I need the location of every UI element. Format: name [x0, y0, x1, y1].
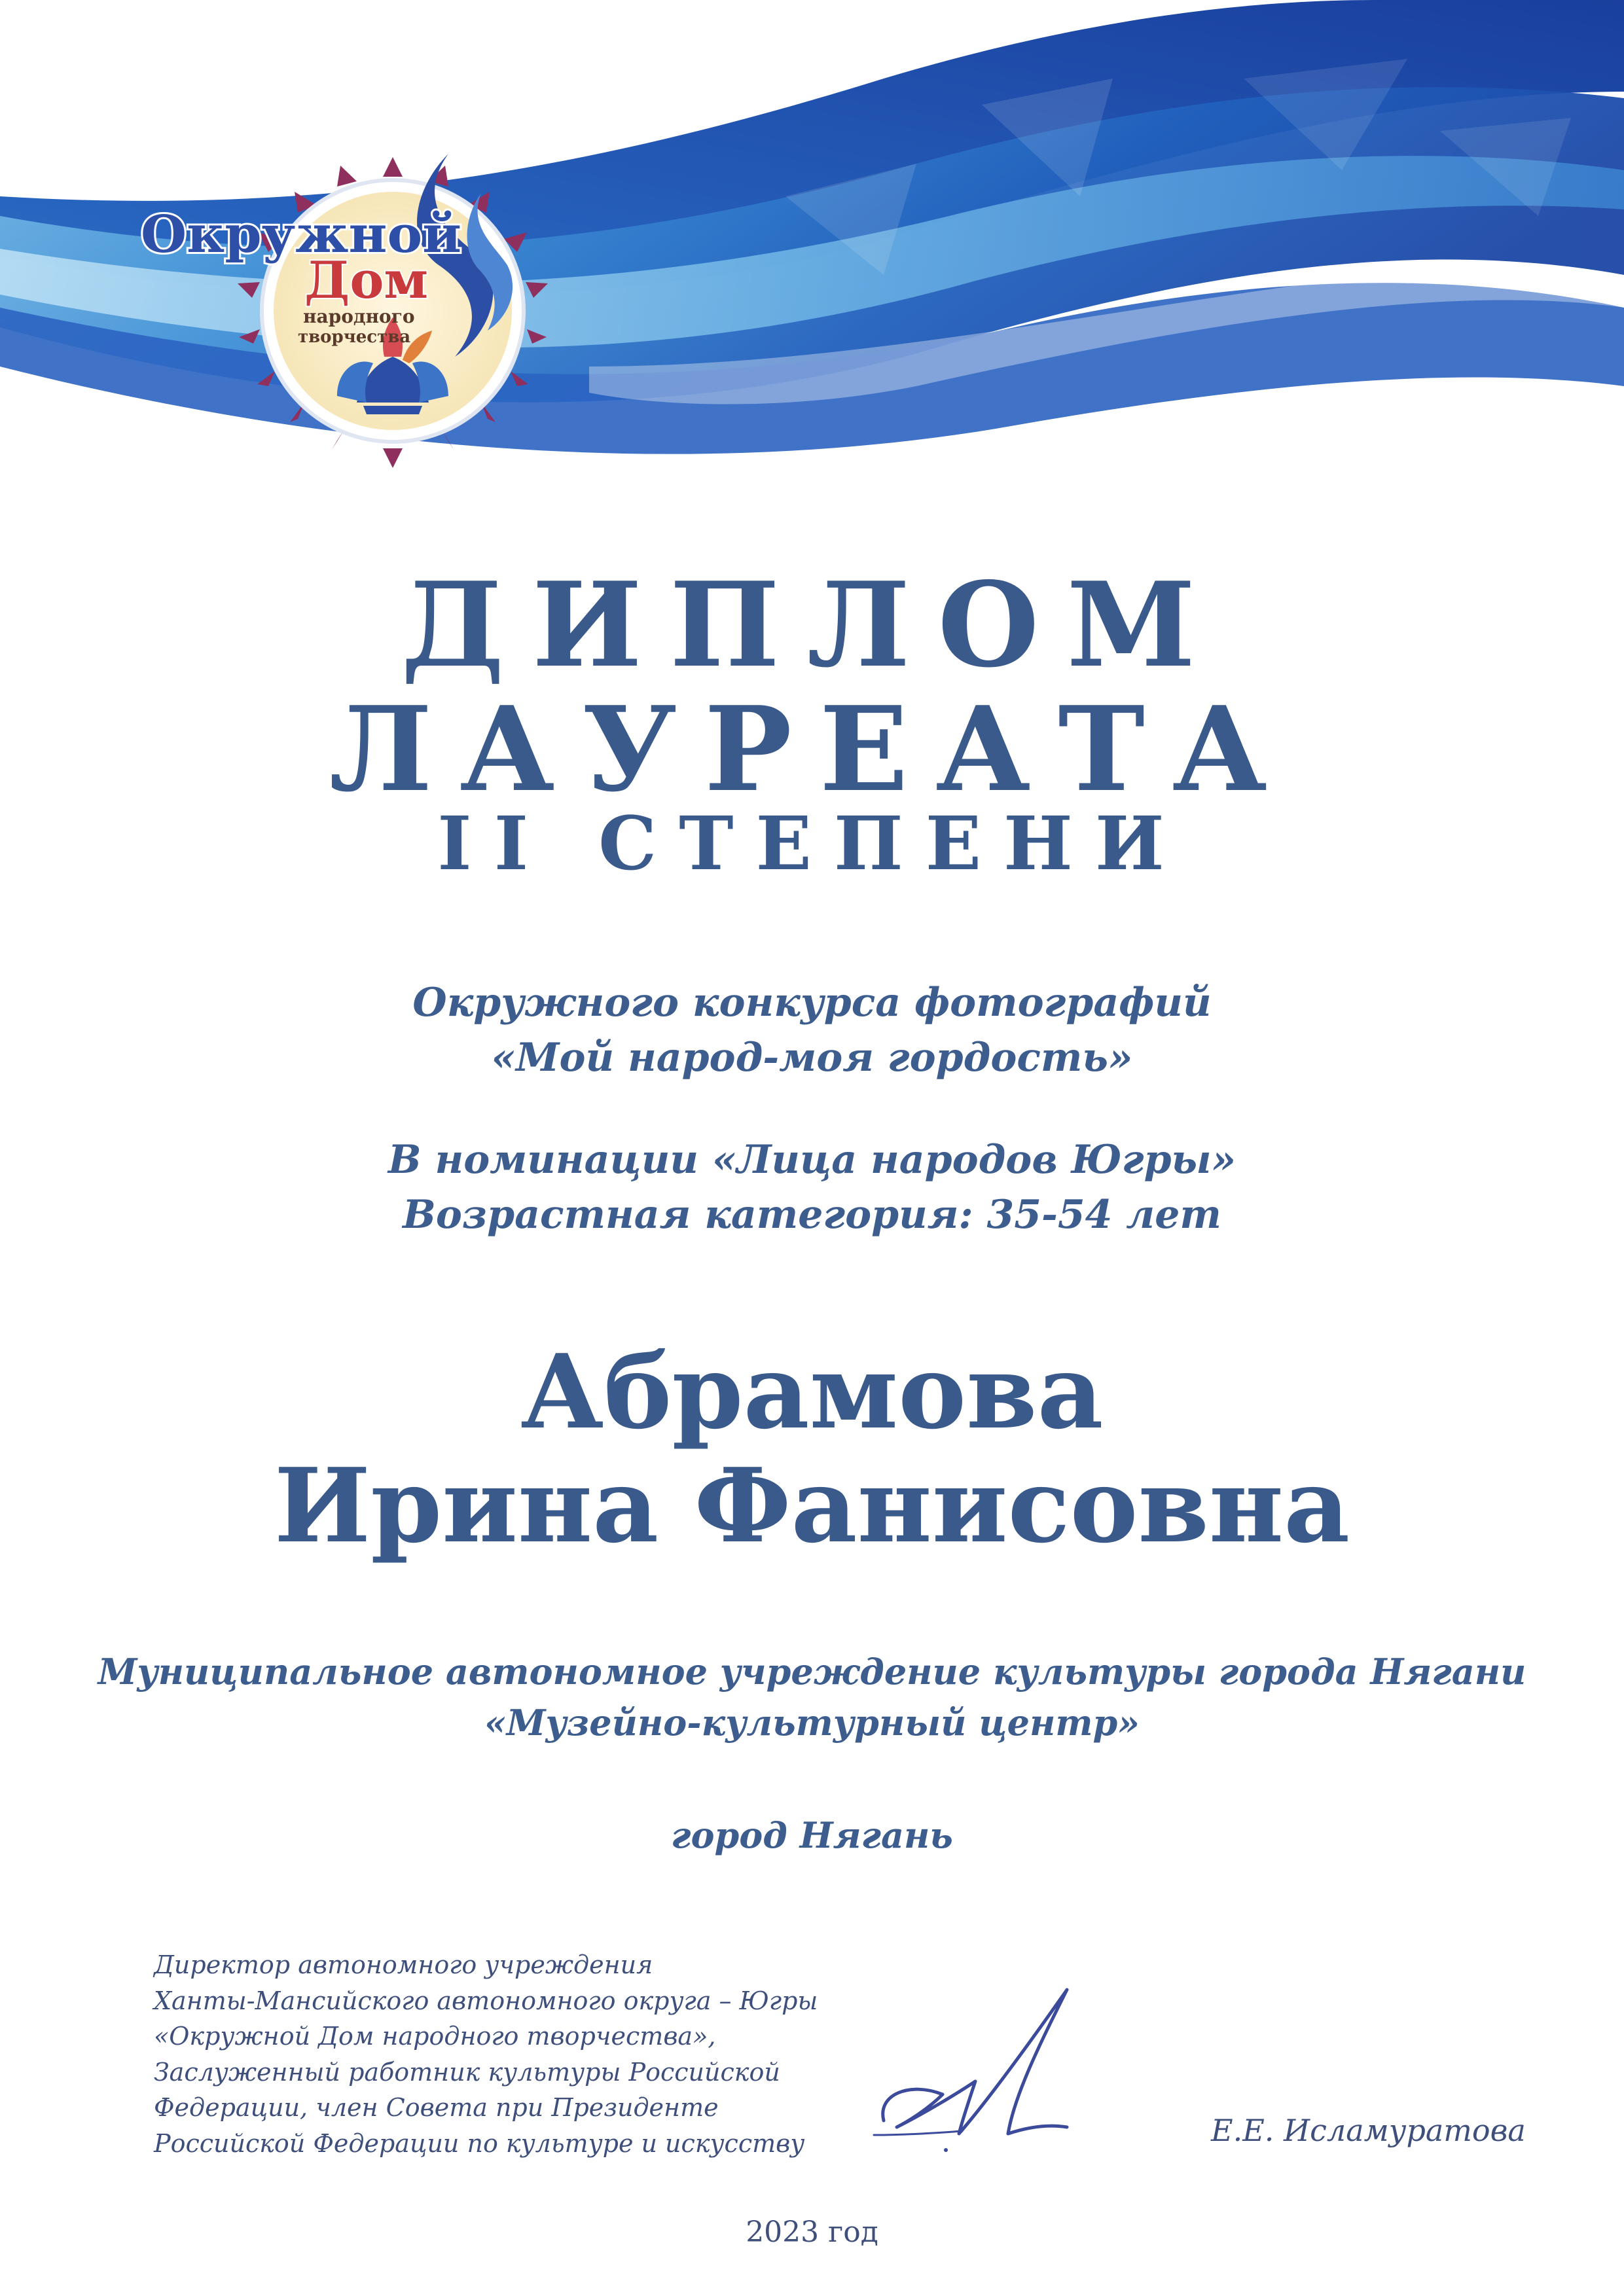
contest-name: Окружного конкурса фотографий [412, 980, 1212, 1026]
laureate-given-names: Ирина Фанисовна [274, 1446, 1350, 1566]
issue-year: 2023 год [746, 2215, 878, 2249]
signatory-line: Заслуженный работник культуры Российской [154, 2057, 780, 2087]
logo-text-dom: Дом [304, 251, 429, 310]
contest-title: «Мой народ-моя гордость» [491, 1035, 1133, 1081]
signatory-line: «Окружной Дом народного творчества», [154, 2022, 716, 2051]
nomination-name: В номинации «Лица народов Югры» [388, 1137, 1236, 1183]
signatory-line: Директор автономного учреждения [154, 1950, 653, 1979]
organization-line1: Муниципальное автономное учреждение культуры города Нягани [98, 1651, 1526, 1693]
signatory-line: Ханты-Мансийского автономного округа – Югры [154, 1986, 818, 2015]
logo-text-narodnogo: народного [303, 306, 415, 327]
organization-logo [141, 141, 599, 488]
laureate-name [0, 1332, 1624, 1566]
handwritten-signature [871, 1964, 1119, 2160]
diploma-title-line1: ДИПЛОМ [401, 556, 1223, 693]
diploma-title-line3: II СТЕПЕНИ [437, 801, 1187, 887]
signatory-title [154, 1947, 848, 2161]
logo-text-okruzhnoy: Окружной [141, 205, 461, 264]
contest-info [0, 975, 1624, 1085]
signatory-line: Российской Федерации по культуре и искусству [154, 2128, 805, 2158]
logo-text-tvorchestva: творчества [298, 327, 411, 347]
laureate-surname: Абрамова [520, 1332, 1104, 1452]
organization-line2: «Музейно-культурный центр» [484, 1702, 1140, 1744]
organization [0, 1646, 1624, 1748]
nomination-info [0, 1132, 1624, 1242]
signatory-name: Е.Е. Исламуратова [1211, 2113, 1526, 2148]
signatory-line: Федерации, член Совета при Президенте [154, 2093, 719, 2122]
age-category: Возрастная категория: 35-54 лет [403, 1192, 1221, 1238]
city: город Нягань [671, 1814, 953, 1856]
diploma-title-line2: ЛАУРЕАТА [329, 681, 1295, 817]
